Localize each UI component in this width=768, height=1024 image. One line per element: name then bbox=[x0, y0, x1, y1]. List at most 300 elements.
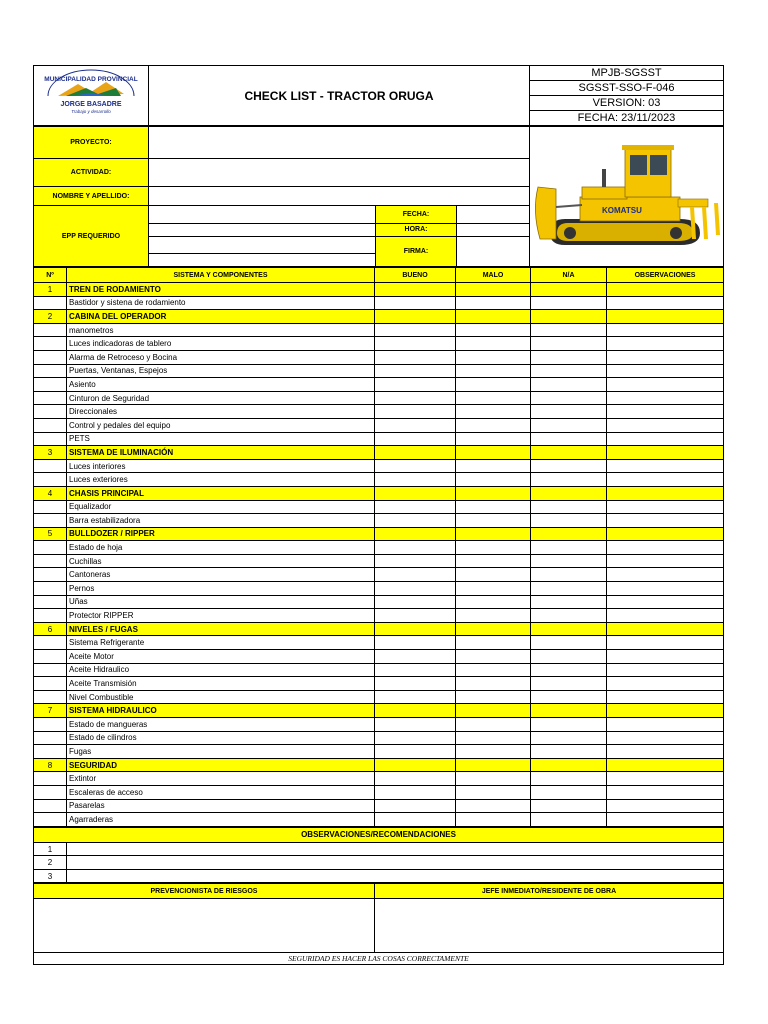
malo-cell[interactable] bbox=[456, 650, 531, 664]
item-label: Asiento bbox=[67, 378, 375, 392]
observaciones-cell[interactable] bbox=[607, 473, 724, 487]
item-label: Luces interiores bbox=[67, 459, 375, 473]
bueno-cell[interactable] bbox=[375, 785, 456, 799]
table-row bbox=[34, 677, 724, 691]
bueno-cell[interactable] bbox=[375, 799, 456, 813]
epp-row-4[interactable] bbox=[149, 254, 376, 267]
fecha-label: FECHA: bbox=[376, 206, 457, 224]
malo-cell[interactable] bbox=[456, 391, 531, 405]
table-row bbox=[34, 391, 724, 405]
na-cell[interactable] bbox=[531, 514, 607, 528]
table-row bbox=[34, 350, 724, 364]
item-label: Estado de hoja bbox=[67, 541, 375, 555]
bueno-cell[interactable] bbox=[375, 323, 456, 337]
item-label: Alarma de Retroceso y Bocina bbox=[67, 350, 375, 364]
item-label: Aceite Hidraulico bbox=[67, 663, 375, 677]
malo-cell[interactable] bbox=[456, 799, 531, 813]
bueno-cell[interactable] bbox=[375, 283, 456, 297]
bueno-cell[interactable] bbox=[375, 718, 456, 732]
na-cell[interactable] bbox=[531, 690, 607, 704]
item-number bbox=[34, 690, 67, 704]
observaciones-cell[interactable] bbox=[607, 486, 724, 500]
na-cell[interactable] bbox=[531, 337, 607, 351]
item-label: PETS bbox=[67, 432, 375, 446]
table-row bbox=[34, 609, 724, 623]
observaciones-cell[interactable] bbox=[607, 378, 724, 392]
na-cell[interactable] bbox=[531, 405, 607, 419]
item-label: Protector RIPPER bbox=[67, 609, 375, 623]
table-row bbox=[34, 337, 724, 351]
table-row bbox=[34, 323, 724, 337]
malo-cell[interactable] bbox=[456, 514, 531, 528]
item-label: Sistema Refrigerante bbox=[67, 636, 375, 650]
item-number bbox=[34, 418, 67, 432]
tractor-image bbox=[530, 127, 724, 261]
table-row bbox=[34, 432, 724, 446]
section-number: 6 bbox=[34, 622, 67, 636]
table-row bbox=[34, 554, 724, 568]
table-row bbox=[34, 568, 724, 582]
table-row bbox=[34, 745, 724, 759]
item-label: Barra estabilizadora bbox=[67, 514, 375, 528]
observaciones-cell[interactable] bbox=[607, 432, 724, 446]
tractor-image-cell bbox=[530, 127, 724, 267]
bueno-cell[interactable] bbox=[375, 500, 456, 514]
bueno-cell[interactable] bbox=[375, 527, 456, 541]
proyecto-label: PROYECTO: bbox=[34, 127, 149, 159]
malo-cell[interactable] bbox=[456, 459, 531, 473]
checklist-body bbox=[34, 283, 724, 827]
item-label: Nivel Combustible bbox=[67, 690, 375, 704]
observacion-number: 2 bbox=[34, 856, 67, 870]
na-cell[interactable] bbox=[531, 704, 607, 718]
firma-label: FIRMA: bbox=[376, 236, 457, 267]
table-row bbox=[34, 813, 724, 827]
na-cell[interactable] bbox=[531, 582, 607, 596]
bueno-cell[interactable] bbox=[375, 704, 456, 718]
hora-input[interactable] bbox=[457, 223, 530, 236]
observaciones-cell[interactable] bbox=[607, 622, 724, 636]
item-label: Extintor bbox=[67, 772, 375, 786]
observacion-input[interactable] bbox=[67, 869, 724, 883]
observaciones-cell[interactable] bbox=[607, 446, 724, 460]
na-cell[interactable] bbox=[531, 758, 607, 772]
na-cell[interactable] bbox=[531, 500, 607, 514]
item-number bbox=[34, 459, 67, 473]
observaciones-cell[interactable] bbox=[607, 283, 724, 297]
na-cell[interactable] bbox=[531, 391, 607, 405]
col-malo-header: MALO bbox=[456, 268, 531, 283]
item-label: Fugas bbox=[67, 745, 375, 759]
table-row bbox=[34, 500, 724, 514]
fecha-input[interactable] bbox=[457, 206, 530, 224]
bueno-cell[interactable] bbox=[375, 772, 456, 786]
observaciones-cell[interactable] bbox=[607, 554, 724, 568]
na-cell[interactable] bbox=[531, 799, 607, 813]
malo-cell[interactable] bbox=[456, 731, 531, 745]
item-label: Estado de mangueras bbox=[67, 718, 375, 732]
malo-cell[interactable] bbox=[456, 418, 531, 432]
malo-cell[interactable] bbox=[456, 323, 531, 337]
bueno-cell[interactable] bbox=[375, 350, 456, 364]
na-cell[interactable] bbox=[531, 636, 607, 650]
na-cell[interactable] bbox=[531, 813, 607, 827]
na-cell[interactable] bbox=[531, 446, 607, 460]
observaciones-cell[interactable] bbox=[607, 418, 724, 432]
na-cell[interactable] bbox=[531, 323, 607, 337]
bueno-cell[interactable] bbox=[375, 731, 456, 745]
malo-cell[interactable] bbox=[456, 296, 531, 310]
malo-cell[interactable] bbox=[456, 772, 531, 786]
malo-cell[interactable] bbox=[456, 595, 531, 609]
item-number bbox=[34, 609, 67, 623]
section-name: SISTEMA DE ILUMINACIÓN bbox=[67, 446, 375, 460]
item-number bbox=[34, 772, 67, 786]
observaciones-cell[interactable] bbox=[607, 609, 724, 623]
malo-cell[interactable] bbox=[456, 758, 531, 772]
malo-cell[interactable] bbox=[456, 690, 531, 704]
na-cell[interactable] bbox=[531, 310, 607, 324]
observaciones-cell[interactable] bbox=[607, 459, 724, 473]
item-number bbox=[34, 677, 67, 691]
observaciones-cell[interactable] bbox=[607, 296, 724, 310]
col-na-header: N/A bbox=[531, 268, 607, 283]
item-label: Aceite Motor bbox=[67, 650, 375, 664]
col-obs-header: OBSERVACIONES bbox=[607, 268, 724, 283]
checklist-table bbox=[33, 267, 724, 827]
malo-cell[interactable] bbox=[456, 500, 531, 514]
bueno-cell[interactable] bbox=[375, 391, 456, 405]
bueno-cell[interactable] bbox=[375, 595, 456, 609]
observacion-input[interactable] bbox=[67, 856, 724, 870]
na-cell[interactable] bbox=[531, 541, 607, 555]
na-cell[interactable] bbox=[531, 785, 607, 799]
malo-cell[interactable] bbox=[456, 350, 531, 364]
na-cell[interactable] bbox=[531, 718, 607, 732]
bueno-cell[interactable] bbox=[375, 310, 456, 324]
header-table bbox=[33, 65, 724, 126]
table-row bbox=[34, 418, 724, 432]
malo-cell[interactable] bbox=[456, 609, 531, 623]
bueno-cell[interactable] bbox=[375, 663, 456, 677]
item-label: Cinturon de Seguridad bbox=[67, 391, 375, 405]
epp-row-2[interactable] bbox=[149, 223, 376, 236]
observaciones-cell[interactable] bbox=[607, 350, 724, 364]
observaciones-title: OBSERVACIONES/RECOMENDACIONES bbox=[34, 827, 724, 842]
observaciones-cell[interactable] bbox=[607, 690, 724, 704]
observaciones-body bbox=[34, 842, 724, 883]
epp-label: EPP REQUERIDO bbox=[34, 206, 149, 267]
footer-motto: SEGURIDAD ES HACER LAS COSAS CORRECTAMENTE bbox=[34, 953, 724, 965]
bueno-cell[interactable] bbox=[375, 677, 456, 691]
bueno-cell[interactable] bbox=[375, 296, 456, 310]
table-row bbox=[34, 785, 724, 799]
epp-row-1[interactable] bbox=[149, 206, 376, 224]
observaciones-cell[interactable] bbox=[607, 568, 724, 582]
observaciones-cell[interactable] bbox=[607, 718, 724, 732]
municipality-logo bbox=[36, 66, 146, 120]
item-number bbox=[34, 554, 67, 568]
bueno-cell[interactable] bbox=[375, 405, 456, 419]
item-label: Luces exteriores bbox=[67, 473, 375, 487]
observacion-row bbox=[34, 842, 724, 856]
bueno-cell[interactable] bbox=[375, 364, 456, 378]
signatures-table bbox=[33, 883, 724, 965]
observacion-input[interactable] bbox=[67, 842, 724, 856]
bueno-cell[interactable] bbox=[375, 690, 456, 704]
malo-cell[interactable] bbox=[456, 310, 531, 324]
item-label: Control y pedales del equipo bbox=[67, 418, 375, 432]
observaciones-cell[interactable] bbox=[607, 650, 724, 664]
malo-cell[interactable] bbox=[456, 486, 531, 500]
malo-cell[interactable] bbox=[456, 636, 531, 650]
observaciones-cell[interactable] bbox=[607, 541, 724, 555]
malo-cell[interactable] bbox=[456, 432, 531, 446]
na-cell[interactable] bbox=[531, 283, 607, 297]
section-row bbox=[34, 527, 724, 541]
item-number bbox=[34, 473, 67, 487]
malo-cell[interactable] bbox=[456, 704, 531, 718]
malo-cell[interactable] bbox=[456, 378, 531, 392]
item-label: manometros bbox=[67, 323, 375, 337]
item-number bbox=[34, 323, 67, 337]
epp-row-3[interactable] bbox=[149, 236, 376, 254]
na-cell[interactable] bbox=[531, 296, 607, 310]
observacion-number: 1 bbox=[34, 842, 67, 856]
observaciones-cell[interactable] bbox=[607, 405, 724, 419]
actividad-input[interactable] bbox=[149, 159, 530, 187]
table-row bbox=[34, 650, 724, 664]
na-cell[interactable] bbox=[531, 527, 607, 541]
observaciones-cell[interactable] bbox=[607, 731, 724, 745]
item-number bbox=[34, 364, 67, 378]
bueno-cell[interactable] bbox=[375, 745, 456, 759]
observaciones-cell[interactable] bbox=[607, 337, 724, 351]
item-label: Equalizador bbox=[67, 500, 375, 514]
na-cell[interactable] bbox=[531, 364, 607, 378]
section-number: 7 bbox=[34, 704, 67, 718]
observaciones-cell[interactable] bbox=[607, 758, 724, 772]
malo-cell[interactable] bbox=[456, 582, 531, 596]
malo-cell[interactable] bbox=[456, 785, 531, 799]
malo-cell[interactable] bbox=[456, 745, 531, 759]
table-row bbox=[34, 541, 724, 555]
na-cell[interactable] bbox=[531, 663, 607, 677]
observaciones-cell[interactable] bbox=[607, 595, 724, 609]
observaciones-table bbox=[33, 827, 724, 884]
na-cell[interactable] bbox=[531, 772, 607, 786]
item-number bbox=[34, 296, 67, 310]
malo-cell[interactable] bbox=[456, 554, 531, 568]
item-number bbox=[34, 785, 67, 799]
observaciones-cell[interactable] bbox=[607, 514, 724, 528]
malo-cell[interactable] bbox=[456, 283, 531, 297]
observaciones-cell[interactable] bbox=[607, 364, 724, 378]
bueno-cell[interactable] bbox=[375, 459, 456, 473]
section-name: NIVELES / FUGAS bbox=[67, 622, 375, 636]
bueno-cell[interactable] bbox=[375, 622, 456, 636]
nombre-input[interactable] bbox=[149, 187, 530, 206]
observaciones-cell[interactable] bbox=[607, 772, 724, 786]
na-cell[interactable] bbox=[531, 486, 607, 500]
item-number bbox=[34, 799, 67, 813]
bueno-cell[interactable] bbox=[375, 541, 456, 555]
bueno-cell[interactable] bbox=[375, 446, 456, 460]
bueno-cell[interactable] bbox=[375, 636, 456, 650]
section-name: SEGURIDAD bbox=[67, 758, 375, 772]
section-number: 8 bbox=[34, 758, 67, 772]
item-label: Pernos bbox=[67, 582, 375, 596]
na-cell[interactable] bbox=[531, 731, 607, 745]
prevencionista-signature-box[interactable] bbox=[34, 899, 375, 953]
firma-input[interactable] bbox=[457, 236, 530, 267]
malo-cell[interactable] bbox=[456, 446, 531, 460]
bueno-cell[interactable] bbox=[375, 650, 456, 664]
doc-code-3: FECHA: 23/11/2023 bbox=[530, 111, 724, 126]
doc-code-1: SGSST-SSO-F-046 bbox=[530, 81, 724, 96]
malo-cell[interactable] bbox=[456, 473, 531, 487]
actividad-label: ACTIVIDAD: bbox=[34, 159, 149, 187]
malo-cell[interactable] bbox=[456, 718, 531, 732]
table-row bbox=[34, 636, 724, 650]
document-title: CHECK LIST - TRACTOR ORUGA bbox=[149, 66, 530, 126]
proyecto-input[interactable] bbox=[149, 127, 530, 159]
item-number bbox=[34, 718, 67, 732]
na-cell[interactable] bbox=[531, 745, 607, 759]
table-row bbox=[34, 595, 724, 609]
table-row bbox=[34, 690, 724, 704]
observaciones-cell[interactable] bbox=[607, 527, 724, 541]
na-cell[interactable] bbox=[531, 432, 607, 446]
item-number bbox=[34, 745, 67, 759]
bueno-cell[interactable] bbox=[375, 486, 456, 500]
na-cell[interactable] bbox=[531, 554, 607, 568]
observaciones-cell[interactable] bbox=[607, 323, 724, 337]
item-label: Agarraderas bbox=[67, 813, 375, 827]
table-row bbox=[34, 799, 724, 813]
observaciones-cell[interactable] bbox=[607, 663, 724, 677]
malo-cell[interactable] bbox=[456, 568, 531, 582]
item-number bbox=[34, 650, 67, 664]
na-cell[interactable] bbox=[531, 568, 607, 582]
na-cell[interactable] bbox=[531, 459, 607, 473]
observaciones-cell[interactable] bbox=[607, 310, 724, 324]
observaciones-cell[interactable] bbox=[607, 500, 724, 514]
section-row bbox=[34, 622, 724, 636]
bueno-cell[interactable] bbox=[375, 432, 456, 446]
bueno-cell[interactable] bbox=[375, 758, 456, 772]
item-label: Bastidor y sistena de rodamiento bbox=[67, 296, 375, 310]
item-label: Cantoneras bbox=[67, 568, 375, 582]
section-row bbox=[34, 446, 724, 460]
na-cell[interactable] bbox=[531, 595, 607, 609]
malo-cell[interactable] bbox=[456, 663, 531, 677]
malo-cell[interactable] bbox=[456, 677, 531, 691]
na-cell[interactable] bbox=[531, 350, 607, 364]
bueno-cell[interactable] bbox=[375, 418, 456, 432]
observaciones-cell[interactable] bbox=[607, 636, 724, 650]
item-number bbox=[34, 663, 67, 677]
observaciones-cell[interactable] bbox=[607, 677, 724, 691]
bueno-cell[interactable] bbox=[375, 813, 456, 827]
bueno-cell[interactable] bbox=[375, 568, 456, 582]
observaciones-cell[interactable] bbox=[607, 785, 724, 799]
section-row bbox=[34, 283, 724, 297]
na-cell[interactable] bbox=[531, 622, 607, 636]
observaciones-cell[interactable] bbox=[607, 745, 724, 759]
table-row bbox=[34, 473, 724, 487]
na-cell[interactable] bbox=[531, 609, 607, 623]
logo-cell bbox=[34, 66, 149, 126]
item-number bbox=[34, 391, 67, 405]
info-table bbox=[33, 126, 724, 267]
malo-cell[interactable] bbox=[456, 527, 531, 541]
section-number: 5 bbox=[34, 527, 67, 541]
table-row bbox=[34, 459, 724, 473]
observaciones-cell[interactable] bbox=[607, 813, 724, 827]
na-cell[interactable] bbox=[531, 378, 607, 392]
doc-code-2: VERSION: 03 bbox=[530, 96, 724, 111]
section-number: 4 bbox=[34, 486, 67, 500]
bueno-cell[interactable] bbox=[375, 473, 456, 487]
bueno-cell[interactable] bbox=[375, 554, 456, 568]
malo-cell[interactable] bbox=[456, 541, 531, 555]
bueno-cell[interactable] bbox=[375, 337, 456, 351]
malo-cell[interactable] bbox=[456, 405, 531, 419]
item-number bbox=[34, 514, 67, 528]
observaciones-cell[interactable] bbox=[607, 582, 724, 596]
observaciones-cell[interactable] bbox=[607, 704, 724, 718]
logo-text-motto: Trabajo y desarrollo bbox=[71, 109, 111, 114]
malo-cell[interactable] bbox=[456, 337, 531, 351]
table-row bbox=[34, 378, 724, 392]
section-row bbox=[34, 486, 724, 500]
svg-text:KOMATSU: KOMATSU bbox=[602, 206, 642, 215]
observaciones-cell[interactable] bbox=[607, 391, 724, 405]
item-label: Uñas bbox=[67, 595, 375, 609]
table-row bbox=[34, 772, 724, 786]
na-cell[interactable] bbox=[531, 677, 607, 691]
bueno-cell[interactable] bbox=[375, 582, 456, 596]
malo-cell[interactable] bbox=[456, 364, 531, 378]
table-row bbox=[34, 405, 724, 419]
na-cell[interactable] bbox=[531, 650, 607, 664]
jefe-signature-box[interactable] bbox=[375, 899, 724, 953]
item-label: Puertas, Ventanas, Espejos bbox=[67, 364, 375, 378]
section-number: 1 bbox=[34, 283, 67, 297]
bueno-cell[interactable] bbox=[375, 378, 456, 392]
na-cell[interactable] bbox=[531, 473, 607, 487]
section-name: CABINA DEL OPERADOR bbox=[67, 310, 375, 324]
malo-cell[interactable] bbox=[456, 813, 531, 827]
section-row bbox=[34, 310, 724, 324]
table-row bbox=[34, 582, 724, 596]
na-cell[interactable] bbox=[531, 418, 607, 432]
item-label: Direccionales bbox=[67, 405, 375, 419]
table-row bbox=[34, 296, 724, 310]
item-number bbox=[34, 541, 67, 555]
item-number bbox=[34, 731, 67, 745]
malo-cell[interactable] bbox=[456, 622, 531, 636]
logo-text-name: JORGE BASADRE bbox=[60, 101, 122, 108]
hora-label: HORA: bbox=[376, 223, 457, 236]
table-row bbox=[34, 731, 724, 745]
logo-text-top: MUNICIPALIDAD PROVINCIAL bbox=[44, 76, 138, 83]
section-name: BULLDOZER / RIPPER bbox=[67, 527, 375, 541]
bueno-cell[interactable] bbox=[375, 514, 456, 528]
observaciones-cell[interactable] bbox=[607, 799, 724, 813]
bueno-cell[interactable] bbox=[375, 609, 456, 623]
